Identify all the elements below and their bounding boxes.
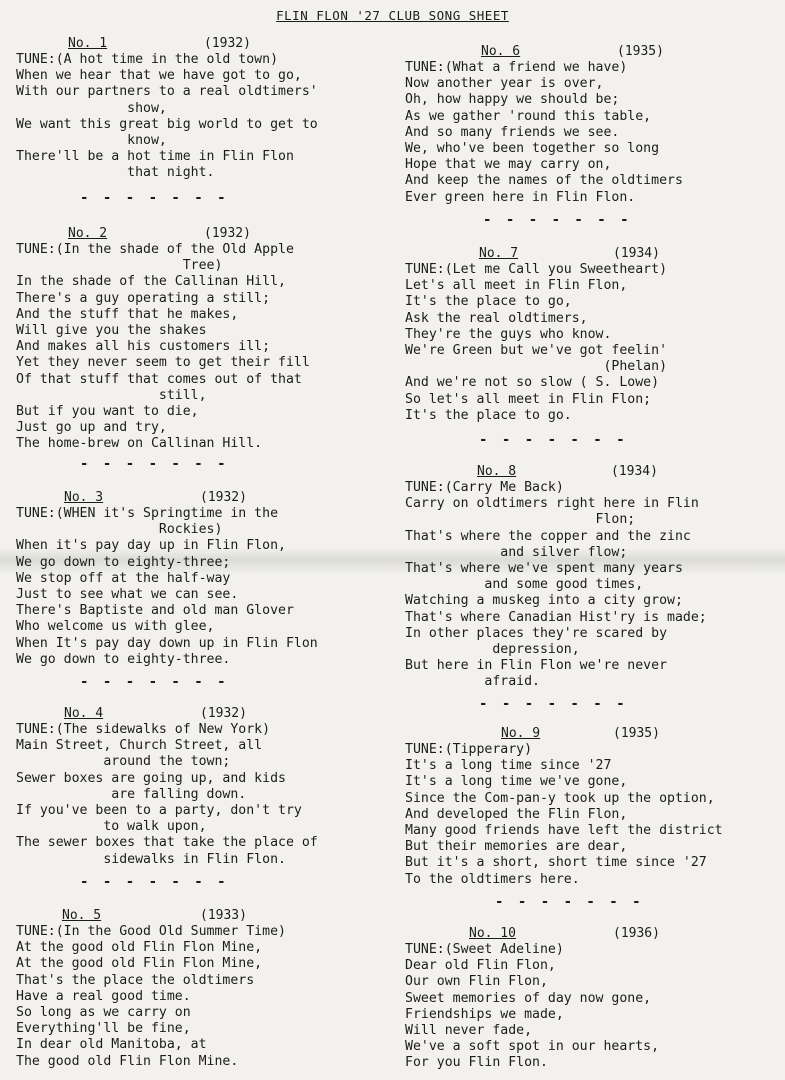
song-number: No. 5 xyxy=(62,908,102,923)
song-line: And we're not so slow ( S. Lowe) xyxy=(405,375,660,391)
song-line: and some good times, xyxy=(405,577,644,593)
song-line: As we gather 'round this table, xyxy=(405,108,652,124)
song-line: TUNE:(What a friend we have) xyxy=(405,60,628,75)
song-line: We're Green but we've got feelin' xyxy=(405,343,668,359)
song-line: and silver flow; xyxy=(405,544,628,560)
song-line: TUNE:(In the shade of the Old Apple xyxy=(16,242,294,257)
song-3 xyxy=(16,490,396,668)
song-line: Sewer boxes are going up, and kids xyxy=(16,770,286,786)
song-line: Flon; xyxy=(405,512,636,528)
song-line: And makes all his customers ill; xyxy=(16,339,271,355)
song-line: Hope that we may carry on, xyxy=(405,157,612,173)
song-line: Have a real good time. xyxy=(16,988,191,1004)
song-line: When It's pay day down up in Flin Flon xyxy=(16,635,318,651)
song-line: TUNE:(WHEN it's Springtime in the xyxy=(16,506,279,521)
song-number: No. 7 xyxy=(479,246,519,261)
song-line: depression, xyxy=(405,642,580,658)
separator: - - - - - - - xyxy=(80,190,229,206)
separator: - - - - - - - xyxy=(80,874,229,890)
song-line: We want this great big world to get to xyxy=(16,116,318,132)
song-line: We've a soft spot in our hearts, xyxy=(405,1039,660,1055)
song-year: (1932) xyxy=(200,706,247,721)
song-line: It's a long time since '27 xyxy=(405,758,612,774)
song-line: Sweet memories of day now gone, xyxy=(405,990,652,1006)
song-line: Yet they never seem to get their fill xyxy=(16,355,310,371)
song-line: to walk upon, xyxy=(16,819,207,835)
song-line: They're the guys who know. xyxy=(405,326,612,342)
song-line: In the shade of the Callinan Hill, xyxy=(16,274,286,290)
song-line: sidewalks in Flin Flon. xyxy=(16,851,286,867)
song-line: In other places they're scared by xyxy=(405,625,668,641)
separator: - - - - - - - xyxy=(80,456,229,472)
song-line: The sewer boxes that take the place of xyxy=(16,835,318,851)
song-line: Who welcome us with glee, xyxy=(16,619,215,635)
song-year: (1932) xyxy=(204,226,251,241)
song-line: Rockies) xyxy=(16,522,223,538)
song-line: Since the Com-pan-y took up the option, xyxy=(405,790,715,806)
song-year: (1933) xyxy=(200,908,247,923)
song-line: Of that stuff that comes out of that xyxy=(16,371,302,387)
song-line: show, xyxy=(16,100,167,116)
song-line: Tree) xyxy=(16,258,223,274)
song-year: (1935) xyxy=(613,726,660,741)
song-line: When we hear that we have got to go, xyxy=(16,68,302,84)
song-line: When it's pay day up in Flin Flon, xyxy=(16,538,286,554)
song-line: There'll be a hot time in Flin Flon xyxy=(16,149,294,165)
song-line: The home-brew on Callinan Hill. xyxy=(16,436,263,452)
song-line: With our partners to a real oldtimers' xyxy=(16,84,318,100)
song-line: TUNE:(Tipperary) xyxy=(405,742,533,757)
song-line: That's where Canadian Hist'ry is made; xyxy=(405,609,707,625)
song-line: are falling down. xyxy=(16,786,247,802)
song-line: afraid. xyxy=(405,674,540,690)
song-line: That's the place the oldtimers xyxy=(16,972,255,988)
song-line: We go down to eighty-three. xyxy=(16,651,231,667)
song-line: Our own Flin Flon, xyxy=(405,974,548,990)
song-year: (1936) xyxy=(613,926,660,941)
song-line: Ever green here in Flin Flon. xyxy=(405,189,636,205)
song-10 xyxy=(405,926,785,1072)
song-number: No. 1 xyxy=(68,36,108,51)
song-line: Let's all meet in Flin Flon, xyxy=(405,278,628,294)
page-title: FLIN FLON '27 CLUB SONG SHEET xyxy=(276,8,509,23)
separator: - - - - - - - xyxy=(483,212,632,228)
song-line: TUNE:(In the Good Old Summer Time) xyxy=(16,924,286,939)
separator: - - - - - - - xyxy=(479,432,628,448)
song-line: That's where the copper and the zinc xyxy=(405,528,691,544)
song-line: TUNE:(A hot time in the old town) xyxy=(16,52,279,67)
song-1 xyxy=(16,36,396,182)
song-line: Friendships we made, xyxy=(405,1006,564,1022)
song-line: TUNE:(Sweet Adeline) xyxy=(405,942,564,957)
song-number: No. 9 xyxy=(501,726,541,741)
song-line: But here in Flin Flon we're never xyxy=(405,658,668,674)
song-4 xyxy=(16,706,396,868)
song-8 xyxy=(405,464,785,691)
song-line: around the town; xyxy=(16,754,231,770)
song-7 xyxy=(405,246,785,424)
song-number: No. 10 xyxy=(469,926,516,941)
song-line: Main Street, Church Street, all xyxy=(16,738,263,754)
song-line: There's Baptiste and old man Glover xyxy=(16,603,294,619)
song-line: The good old Flin Flon Mine. xyxy=(16,1053,239,1069)
song-line: Carry on oldtimers right here in Flin xyxy=(405,496,699,512)
song-line: Just go up and try, xyxy=(16,420,167,436)
separator: - - - - - - - xyxy=(495,894,644,910)
song-line: To the oldtimers here. xyxy=(405,871,580,887)
song-year: (1932) xyxy=(204,36,251,51)
song-line: know, xyxy=(16,133,167,149)
song-line: Many good friends have left the district xyxy=(405,823,723,839)
song-number: No. 6 xyxy=(481,44,521,59)
song-year: (1934) xyxy=(613,246,660,261)
song-line: And keep the names of the oldtimers xyxy=(405,173,683,189)
song-line: We stop off at the half-way xyxy=(16,570,231,586)
separator: - - - - - - - xyxy=(80,674,229,690)
song-line: At the good old Flin Flon Mine, xyxy=(16,940,263,956)
song-line: Now another year is over, xyxy=(405,76,604,92)
song-line: In dear old Manitoba, at xyxy=(16,1037,207,1053)
song-line: (Phelan) xyxy=(405,359,668,375)
separator: - - - - - - - xyxy=(479,696,628,712)
song-line: It's a long time we've gone, xyxy=(405,774,628,790)
song-number: No. 2 xyxy=(68,226,108,241)
song-line: Will never fade, xyxy=(405,1023,533,1039)
song-line: There's a guy operating a still; xyxy=(16,290,271,306)
song-line: For you Flin Flon. xyxy=(405,1055,548,1071)
song-line: If you've been to a party, don't try xyxy=(16,803,302,819)
song-line: And so many friends we see. xyxy=(405,124,620,140)
song-6 xyxy=(405,44,785,206)
song-line: Everything'll be fine, xyxy=(16,1021,191,1037)
song-line: And developed the Flin Flon, xyxy=(405,806,628,822)
song-line: still, xyxy=(16,387,207,403)
song-line: It's the place to go, xyxy=(405,294,572,310)
song-line: that night. xyxy=(16,165,215,181)
song-2 xyxy=(16,226,396,453)
song-line: But if you want to die, xyxy=(16,404,199,420)
song-number: No. 4 xyxy=(64,706,104,721)
song-line: Watching a muskeg into a city grow; xyxy=(405,593,683,609)
song-year: (1932) xyxy=(200,490,247,505)
song-line: TUNE:(Let me Call you Sweetheart) xyxy=(405,262,668,277)
song-line: Dear old Flin Flon, xyxy=(405,958,556,974)
song-line: TUNE:(The sidewalks of New York) xyxy=(16,722,271,737)
song-line: At the good old Flin Flon Mine, xyxy=(16,956,263,972)
song-line: So let's all meet in Flin Flon; xyxy=(405,391,652,407)
song-line: It's the place to go. xyxy=(405,407,572,423)
song-9 xyxy=(405,726,785,888)
song-year: (1935) xyxy=(617,44,664,59)
song-line: But their memories are dear, xyxy=(405,839,628,855)
song-year: (1934) xyxy=(611,464,658,479)
song-line: TUNE:(Carry Me Back) xyxy=(405,480,564,495)
song-number: No. 8 xyxy=(477,464,517,479)
song-line: Ask the real oldtimers, xyxy=(405,310,588,326)
song-line: That's where we've spent many years xyxy=(405,561,683,577)
song-line: Oh, how happy we should be; xyxy=(405,92,620,108)
song-line: We, who've been together so long xyxy=(405,141,660,157)
song-number: No. 3 xyxy=(64,490,104,505)
song-5 xyxy=(16,908,396,1070)
song-line: And the stuff that he makes, xyxy=(16,306,239,322)
song-line: Just to see what we can see. xyxy=(16,587,239,603)
song-line: But it's a short, short time since '27 xyxy=(405,855,707,871)
song-line: We go down to eighty-three; xyxy=(16,554,231,570)
song-line: Will give you the shakes xyxy=(16,323,207,339)
song-line: So long as we carry on xyxy=(16,1005,191,1021)
